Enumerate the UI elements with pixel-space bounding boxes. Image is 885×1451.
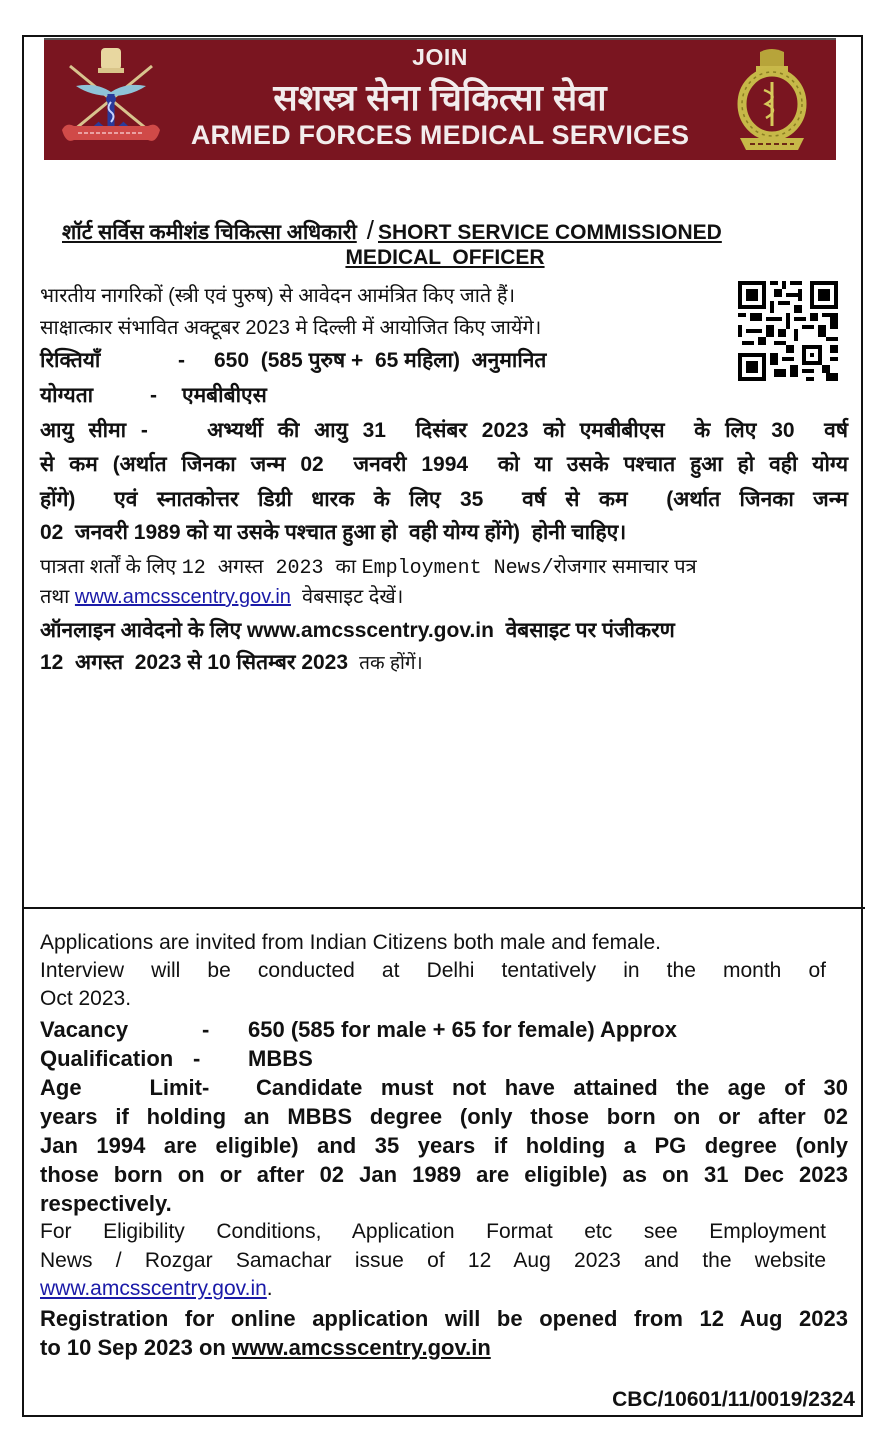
hindi-qualification-value: एमबीबीएस [182, 384, 267, 407]
hindi-online-line-2 [40, 648, 423, 676]
hindi-vacancy-label: रिक्तियाँ [40, 349, 101, 372]
registration-prefix: to 10 Sep 2023 on [40, 1335, 232, 1360]
banner-title-english: ARMED FORCES MEDICAL SERVICES [190, 120, 690, 150]
english-qualification-label: Qualification [40, 1046, 174, 1071]
reference-code: CBC/10601/11/0019/2324 [612, 1388, 855, 1411]
hindi-qualification-label: योग्यता [40, 384, 94, 407]
hindi-age-line-2: से कम (अर्थात जिनका जन्म 02 जनवरी 1994 को या उसके पश्चात हुआ हो वही योग्य [40, 453, 848, 476]
english-age-line-5: respectively. [40, 1191, 172, 1216]
english-eligibility-line-3 [40, 1277, 273, 1301]
english-qualification-value: MBBS [248, 1046, 313, 1071]
eligibility-suffix: रोजगार समाचार पत्र [553, 556, 697, 578]
eligibility-prefix: पात्रता शर्तों के लिए [40, 556, 182, 578]
website-link-hindi[interactable]: www.amcsscentry.gov.in [74, 586, 291, 608]
hindi-age-line-3: होंगे) एवं स्नातकोत्तर डिग्री धारक के लिए 35 वर्ष से कम (अर्थात जिनका जन्म [40, 488, 848, 511]
english-line-3: Oct 2023. [40, 987, 132, 1010]
english-line-2: Interview will be conducted at Delhi tentatively in the month of [40, 959, 826, 982]
english-vacancy-label: Vacancy [40, 1017, 129, 1042]
notice-heading [62, 215, 722, 246]
hindi-age-line-1: आयु सीमा - अभ्यर्थी की आयु 31 दिसंबर 2023 को एमबीबीएस के लिए 30 वर्ष [40, 419, 848, 442]
website-suffix: वेबसाइट देखें। [290, 586, 404, 608]
english-vacancy-dash: - [202, 1017, 210, 1042]
registration-website-link[interactable]: www.amcsscentry.gov.in [231, 1335, 491, 1360]
online-dates: 12 अगस्त 2023 से 10 सितम्बर 2023 [40, 651, 354, 674]
hindi-intro-line-1: भारतीय नागरिकों (स्त्री एवं पुरुष) से आवेदन आमंत्रित किए जाते हैं। [40, 285, 516, 307]
english-vacancy-value: 650 (585 for male + 65 for female) Approx [248, 1017, 677, 1042]
section-divider [22, 907, 865, 909]
website-link-english[interactable]: www.amcsscentry.gov.in [40, 1277, 267, 1300]
eligibility-link-tail: . [266, 1277, 273, 1300]
heading-separator: / [366, 215, 374, 245]
english-age-line-3: Jan 1994 are eligible) and 35 years if holding a PG degree (only [40, 1133, 848, 1158]
english-line-1: Applications are invited from Indian Citizens both male and female. [40, 931, 661, 954]
english-qualification-dash: - [193, 1046, 201, 1071]
english-age-label: Age Limit [40, 1075, 202, 1100]
heading-english-line-1: SHORT SERVICE COMMISSIONED [378, 221, 722, 244]
eligibility-mid: का [335, 556, 362, 578]
heading-hindi: शॉर्ट सर्विस कमीशंड चिकित्सा अधिकारी [62, 221, 357, 244]
hindi-eligibility-line [40, 552, 697, 580]
english-age-row [40, 1075, 848, 1101]
hindi-vacancy-value: 650 (585 पुरुष + 65 महिला) अनुमानित [214, 349, 547, 372]
banner-title-hindi: सशस्त्र सेना चिकित्सा सेवा [273, 77, 607, 118]
hindi-intro-line-2: साक्षात्कार संभावित अक्टूबर 2023 मे दिल्ली में आयोजित किए जायेंगे। [40, 317, 542, 339]
afms-banner [44, 38, 836, 160]
hindi-vacancy-row [40, 346, 546, 374]
hindi-vacancy-dash: - [178, 349, 185, 372]
hindi-online-line-1: ऑनलाइन आवेदनो के लिए www.amcsscentry.gov.in वेबसाइट पर पंजीकरण [40, 619, 675, 642]
english-age-line-2: years if holding an MBBS degree (only those born on or after 02 [40, 1104, 848, 1129]
english-age-line-1: Candidate must not have attained the age of 30 [256, 1075, 848, 1100]
english-registration-line-2 [40, 1335, 491, 1361]
english-age-dash: - [202, 1075, 210, 1100]
eligibility-date: 12 अगस्त 2023 [181, 557, 336, 580]
website-prefix: तथा [40, 586, 75, 608]
english-eligibility-line-1: For Eligibility Conditions, Application Format etc see Employment [40, 1220, 826, 1243]
eligibility-employment-news: Employment News/ [361, 557, 554, 580]
hindi-website-line [40, 582, 403, 609]
english-age-line-4: those born on or after 02 Jan 1989 are eligible) as on 31 Dec 2023 [40, 1162, 848, 1187]
banner-join: JOIN [412, 44, 468, 70]
english-eligibility-line-2: News / Rozgar Samachar issue of 12 Aug 2023 and the website [40, 1249, 826, 1272]
english-registration-line-1: Registration for online application will be opened from 12 Aug 2023 [40, 1306, 848, 1331]
english-vacancy-row [40, 1017, 677, 1043]
english-qualification-row [40, 1046, 313, 1072]
hindi-qualification-dash: - [150, 384, 157, 407]
online-tail: तक होंगें। [353, 653, 423, 674]
hindi-qualification-row [40, 381, 267, 409]
qr-code-icon[interactable] [738, 281, 838, 381]
army-medical-corps-badge-icon [734, 46, 810, 152]
heading-english-line-2: MEDICAL OFFICER [345, 246, 545, 269]
hindi-age-line-4: 02 जनवरी 1989 को या उसके पश्चात हुआ हो वही योग्य होंगे) होनी चाहिए। [40, 521, 627, 544]
